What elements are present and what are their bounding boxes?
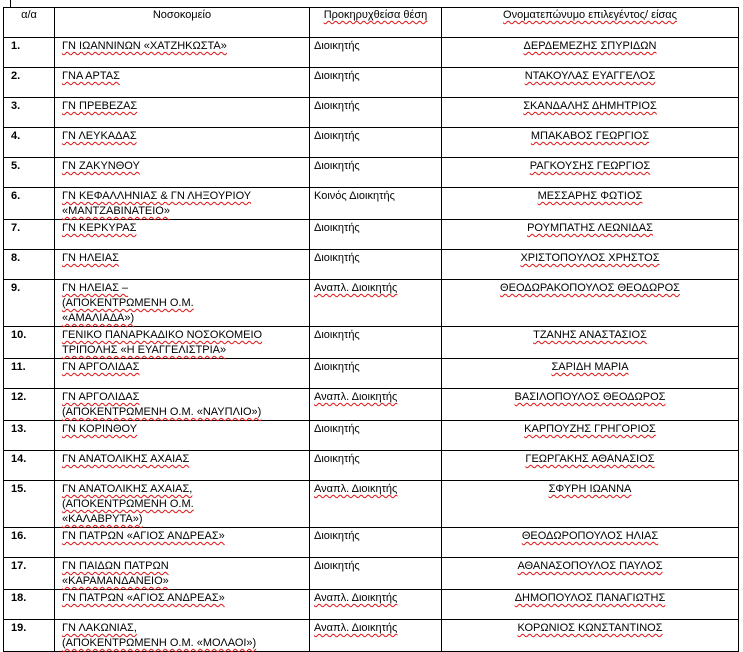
table-row bbox=[4, 188, 739, 220]
person-name: ΘΕΟΔΩΡΟΠΟΥΛΟΣ ΗΛΙΑΣ bbox=[521, 530, 659, 542]
row-number: 17. bbox=[4, 558, 55, 590]
hospital-cell bbox=[55, 158, 310, 188]
person-name-cell bbox=[442, 327, 739, 359]
position-text: Αναπλ. Διοικητής bbox=[314, 391, 398, 403]
hospital-line: ΓΝ ΠΡΕΒΕΖΑΣ bbox=[62, 100, 138, 112]
hospital-line: ΓΝ ΗΛΕΙΑΣ bbox=[62, 252, 119, 264]
person-name-cell bbox=[442, 620, 739, 652]
position-cell bbox=[310, 421, 442, 451]
position-text: Διοικητής bbox=[314, 160, 360, 172]
position-cell bbox=[310, 481, 442, 528]
person-name: ΡΟΥΜΠΑΤΗΣ ΛΕΩΝΙΔΑΣ bbox=[527, 222, 653, 234]
position-cell bbox=[310, 590, 442, 620]
hospital-line: «ΜΑΝΤΖΑΒΙΝΑΤΕΙΟ» bbox=[62, 205, 170, 217]
table-row bbox=[4, 68, 739, 98]
table-row bbox=[4, 389, 739, 421]
person-name: ΣΑΡΙΔΗ ΜΑΡΙΑ bbox=[551, 361, 629, 373]
position-text: Διοικητής bbox=[314, 361, 360, 373]
row-number: 18. bbox=[4, 590, 55, 620]
person-name-cell bbox=[442, 68, 739, 98]
hospital-cell bbox=[55, 528, 310, 558]
person-name-cell bbox=[442, 451, 739, 481]
position-text: Διοικητής bbox=[314, 130, 360, 142]
table-row bbox=[4, 359, 739, 389]
hospital-cell bbox=[55, 98, 310, 128]
position-cell bbox=[310, 188, 442, 220]
position-text: Διοικητής bbox=[314, 70, 360, 82]
hospital-line: ΓΝ ΠΑΤΡΩΝ «ΑΓΙΟΣ ΑΝΔΡΕΑΣ» bbox=[62, 592, 225, 604]
row-number: 10. bbox=[4, 327, 55, 359]
person-name: ΡΑΓΚΟΥΣΗΣ ΓΕΩΡΓΙΟΣ bbox=[529, 160, 651, 172]
position-text: Διοικητής bbox=[314, 252, 360, 264]
row-number: 15. bbox=[4, 481, 55, 528]
table-row bbox=[4, 38, 739, 68]
hospital-cell bbox=[55, 389, 310, 421]
row-number: 13. bbox=[4, 421, 55, 451]
person-name: ΔΗΜΟΠΟΥΛΟΣ ΠΑΝΑΓΙΩΤΗΣ bbox=[514, 592, 666, 604]
person-name: ΔΕΡΔΕΜΕΖΗΣ ΣΠΥΡΙΔΩΝ bbox=[523, 40, 657, 52]
position-cell bbox=[310, 250, 442, 280]
hospital-line: ΓΝ ΚΕΦΑΛΛΗΝΙΑΣ & ΓΝ ΛΗΞΟΥΡΙΟΥ bbox=[62, 190, 252, 202]
position-text: Διοικητής bbox=[314, 560, 360, 572]
header-hospital: Νοσοκομείο bbox=[55, 8, 310, 38]
table-row bbox=[4, 528, 739, 558]
header-name-text: Ονοματεπώνυμο επιλεγέντος/ είσας bbox=[503, 9, 677, 21]
position-cell bbox=[310, 220, 442, 250]
person-name-cell bbox=[442, 158, 739, 188]
table-row bbox=[4, 327, 739, 359]
position-text: Διοικητής bbox=[314, 40, 360, 52]
hospital-line: ΓΝ ΗΛΕΙΑΣ – bbox=[62, 282, 129, 294]
position-cell bbox=[310, 280, 442, 327]
person-name-cell bbox=[442, 528, 739, 558]
person-name: ΣΦΥΡΗ ΙΩΑΝΝΑ bbox=[548, 483, 632, 495]
row-number: 5. bbox=[4, 158, 55, 188]
row-number: 8. bbox=[4, 250, 55, 280]
person-name: ΘΕΟΔΩΡΑΚΟΠΟΥΛΟΣ ΘΕΟΔΩΡΟΣ bbox=[500, 282, 680, 294]
table-row bbox=[4, 451, 739, 481]
hospital-line: ΓΝ ΑΝΑΤΟΛΙΚΗΣ ΑΧΑΙΑΣ, bbox=[62, 483, 193, 495]
person-name-cell bbox=[442, 359, 739, 389]
person-name: ΜΠΑΚΑΒΟΣ ΓΕΩΡΓΙΟΣ bbox=[530, 130, 650, 142]
position-text: Αναπλ. Διοικητής bbox=[314, 282, 398, 294]
position-text: Αναπλ. Διοικητής bbox=[314, 592, 398, 604]
hospital-line: ΤΡΙΠΟΛΗΣ «Η ΕΥΑΓΓΕΛΙΣΤΡΙΑ» bbox=[62, 344, 227, 356]
hospital-line: ΓΝ ΛΑΚΩΝΙΑΣ, bbox=[62, 622, 137, 634]
hospital-line: ΓΝ ΙΩΑΝΝΙΝΩΝ «ΧΑΤΖΗΚΩΣΤΑ» bbox=[62, 40, 227, 52]
hospital-cell bbox=[55, 558, 310, 590]
person-name: ΜΕΣΣΑΡΗΣ ΦΩΤΙΟΣ bbox=[537, 190, 643, 202]
person-name-cell bbox=[442, 38, 739, 68]
person-name-cell bbox=[442, 128, 739, 158]
hospital-line: «ΚΑΡΑΜΑΝΔΑΝΕΙΟ» bbox=[62, 575, 169, 587]
hospital-line: «ΚΑΛΑΒΡΥΤΑ») bbox=[62, 513, 143, 525]
position-cell bbox=[310, 451, 442, 481]
hospital-line: ΓΝ ΠΑΤΡΩΝ «ΑΓΙΟΣ ΑΝΔΡΕΑΣ» bbox=[62, 530, 225, 542]
person-name-cell bbox=[442, 389, 739, 421]
header-position bbox=[310, 8, 442, 38]
position-text: Διοικητής bbox=[314, 453, 360, 465]
position-cell bbox=[310, 158, 442, 188]
position-text: Διοικητής bbox=[314, 100, 360, 112]
person-name-cell bbox=[442, 421, 739, 451]
row-number: 3. bbox=[4, 98, 55, 128]
row-number: 4. bbox=[4, 128, 55, 158]
person-name-cell bbox=[442, 98, 739, 128]
position-text: Διοικητής bbox=[314, 530, 360, 542]
position-cell bbox=[310, 327, 442, 359]
person-name: ΒΑΣΙΛΟΠΟΥΛΟΣ ΘΕΟΔΩΡΟΣ bbox=[514, 391, 666, 403]
hospital-cell bbox=[55, 280, 310, 327]
position-text: Αναπλ. Διοικητής bbox=[314, 483, 398, 495]
hospital-line: ΓΝ ΠΑΙΔΩΝ ΠΑΤΡΩΝ bbox=[62, 560, 169, 572]
text-cursor-mark bbox=[10, 0, 11, 7]
hospital-line: (ΑΠΟΚΕΝΤΡΩΜΕΝΗ Ο.Μ. «ΝΑΥΠΛΙΟ») bbox=[62, 406, 262, 418]
hospital-cell bbox=[55, 188, 310, 220]
hospital-line: ΓΝ ΑΝΑΤΟΛΙΚΗΣ ΑΧΑΙΑΣ bbox=[62, 453, 190, 465]
hospital-cell bbox=[55, 250, 310, 280]
row-number: 6. bbox=[4, 188, 55, 220]
hospital-line: ΓΕΝΙΚΟ ΠΑΝΑΡΚΑΔΙΚΟ ΝΟΣΟΚΟΜΕΙΟ bbox=[62, 329, 263, 341]
position-cell bbox=[310, 128, 442, 158]
hospital-cell bbox=[55, 590, 310, 620]
hospital-line: (ΑΠΟΚΕΝΤΡΩΜΕΝΗ Ο.Μ. bbox=[62, 498, 194, 510]
hospital-cell bbox=[55, 451, 310, 481]
person-name: ΤΖΑΝΗΣ ΑΝΑΣΤΑΣΙΟΣ bbox=[533, 329, 647, 341]
row-number: 1. bbox=[4, 38, 55, 68]
person-name: ΧΡΙΣΤΟΠΟΥΛΟΣ ΧΡΗΣΤΟΣ bbox=[520, 252, 660, 264]
row-number: 12. bbox=[4, 389, 55, 421]
row-number: 7. bbox=[4, 220, 55, 250]
hospital-cell bbox=[55, 128, 310, 158]
position-cell bbox=[310, 558, 442, 590]
hospital-line: ΓΝ ΚΕΡΚΥΡΑΣ bbox=[62, 222, 137, 234]
hospital-line: ΓΝ ΑΡΓΟΛΙΔΑΣ bbox=[62, 391, 140, 403]
hospital-cell bbox=[55, 620, 310, 652]
hospital-cell bbox=[55, 327, 310, 359]
row-number: 19. bbox=[4, 620, 55, 652]
person-name-cell bbox=[442, 558, 739, 590]
hospital-cell bbox=[55, 68, 310, 98]
position-cell bbox=[310, 359, 442, 389]
table-row bbox=[4, 250, 739, 280]
person-name: ΣΚΑΝΔΑΛΗΣ ΔΗΜΗΤΡΙΟΣ bbox=[523, 100, 657, 112]
table-row bbox=[4, 481, 739, 528]
header-name bbox=[442, 8, 739, 38]
position-text: Διοικητής bbox=[314, 423, 360, 435]
table-row bbox=[4, 158, 739, 188]
table-row bbox=[4, 558, 739, 590]
person-name: ΑΘΑΝΑΣΟΠΟΥΛΟΣ ΠΑΥΛΟΣ bbox=[517, 560, 663, 572]
hospital-cell bbox=[55, 359, 310, 389]
row-number: 16. bbox=[4, 528, 55, 558]
person-name: ΝΤΑΚΟΥΛΑΣ ΕΥΑΓΓΕΛΟΣ bbox=[524, 70, 656, 82]
hospital-cell bbox=[55, 421, 310, 451]
position-cell bbox=[310, 38, 442, 68]
position-cell bbox=[310, 528, 442, 558]
table-row bbox=[4, 280, 739, 327]
person-name-cell bbox=[442, 220, 739, 250]
person-name-cell bbox=[442, 280, 739, 327]
table-row bbox=[4, 98, 739, 128]
header-position-text: Προκηρυχθείσα θέση bbox=[323, 9, 428, 21]
row-number: 11. bbox=[4, 359, 55, 389]
position-text: Κοινός Διοικητής bbox=[314, 190, 395, 202]
row-number: 9. bbox=[4, 280, 55, 327]
table-body bbox=[4, 38, 739, 652]
hospital-line: ΓΝ ΖΑΚΥΝΘΟΥ bbox=[62, 160, 140, 172]
hospital-line: ΓΝ ΛΕΥΚΑΔΑΣ bbox=[62, 130, 137, 142]
person-name: ΚΑΡΠΟΥΖΗΣ ΓΡΗΓΟΡΙΟΣ bbox=[524, 423, 656, 435]
header-num: α/α bbox=[4, 8, 55, 38]
hospital-cell bbox=[55, 220, 310, 250]
position-cell bbox=[310, 98, 442, 128]
hospital-line: ΓΝ ΑΡΓΟΛΙΔΑΣ bbox=[62, 361, 140, 373]
position-text: Διοικητής bbox=[314, 329, 360, 341]
position-text: Διοικητής bbox=[314, 222, 360, 234]
position-text: Αναπλ. Διοικητής bbox=[314, 622, 398, 634]
person-name-cell bbox=[442, 250, 739, 280]
person-name-cell bbox=[442, 481, 739, 528]
hospital-governors-table bbox=[3, 7, 739, 652]
table-row bbox=[4, 421, 739, 451]
person-name-cell bbox=[442, 188, 739, 220]
hospital-line: ΓΝ ΚΟΡΙΝΘΟΥ bbox=[62, 423, 138, 435]
table-row bbox=[4, 590, 739, 620]
person-name: ΓΕΩΡΓΑΚΗΣ ΑΘΑΝΑΣΙΟΣ bbox=[525, 453, 655, 465]
position-cell bbox=[310, 68, 442, 98]
row-number: 14. bbox=[4, 451, 55, 481]
person-name-cell bbox=[442, 590, 739, 620]
table-row bbox=[4, 220, 739, 250]
hospital-cell bbox=[55, 481, 310, 528]
row-number: 2. bbox=[4, 68, 55, 98]
person-name: ΚΟΡΩΝΙΟΣ ΚΩΝΣΤΑΝΤΙΝΟΣ bbox=[517, 622, 663, 634]
hospital-line: (ΑΠΟΚΕΝΤΡΩΜΕΝΗ Ο.Μ. bbox=[62, 297, 194, 309]
hospital-line: ΓΝΑ ΑΡΤΑΣ bbox=[62, 70, 120, 82]
hospital-line: «ΑΜΑΛΙΑΔΑ») bbox=[62, 312, 135, 324]
position-cell bbox=[310, 620, 442, 652]
position-cell bbox=[310, 389, 442, 421]
table-row bbox=[4, 620, 739, 652]
table-row bbox=[4, 128, 739, 158]
hospital-cell bbox=[55, 38, 310, 68]
hospital-line: (ΑΠΟΚΕΝΤΡΩΜΕΝΗ Ο.Μ. «ΜΟΛΑΟΙ») bbox=[62, 637, 257, 649]
table-header-row bbox=[4, 8, 739, 38]
